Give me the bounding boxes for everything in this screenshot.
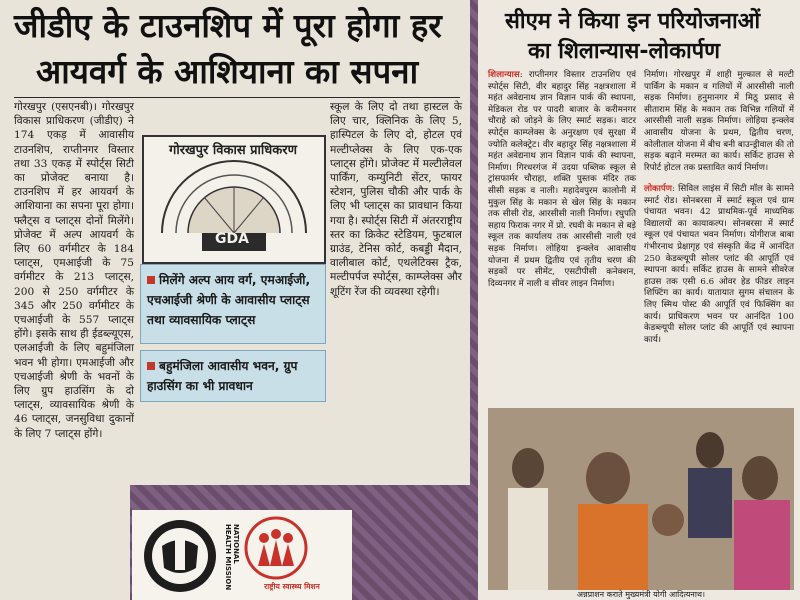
left-article-column-1: गोरखपुर (एसएनबी)। गोरखपुर विकास प्राधिकरण (जीडीए) ने 174 एकड़ में आवासीय टाउनशिप, राप्तीनगर विस्तार तथा 33 एकड़ में स्पोर्ट्स सिटी का प्रोजेक्ट बनाया है। टाउनशिप में हर आयवर्ग के आशियाना का सपना पूरा होगा। फ्लैट्स व प्लाट्स दोनों मिलेंगे। प्रोजेक्ट में अल्प आयवर्ग के लिए 60 वर्गमीटर के 184 प्लाट्स, एमआईजी के 75 वर्गमीटर के 213 प्लाट्स, 200 से 250 वर्गमीटर के 345 और 250 वर्गमीटर के एचआईजी के 557 प्लाट्स होंगे। इसके साथ ही ईडब्ल्यूएस, एलआईजी के लिए बहुमंजिला भवन भी होगा। एमआईजी और एचआईजी श्रेणी के भवनों के लिए ग्रुप हाउसिंग के दो प्लाट्स, व्यावसायिक श्रेणी के 46 प्लाट्स, जनसुविधा दुकानों के लिए 7 प्लाट्स होंगे। [14, 101, 134, 440]
photo-caption: अन्नप्राशन कराते मुख्यमंत्री योगी आदित्यनाथ। [488, 590, 794, 600]
photo-figures [488, 408, 794, 590]
right-article-column-2: निर्माण। गोरखपुर में शाही मुल्काल से मल्टी पार्किंग के मकान व गलियों में आरसीसी नाली सड़क निर्माण। हनुमानगर में मिठू प्रसाद से सीताराम सिंह के मकान तक विभिन्न गलियों में आरसीसी नाली सड़क निर्माण। लोहिया इन्क्लेव आवासीय योजना के प्रथम, द्वितीय चरण, कोलीताल योजना में बीच बनी बाउन्ड्रीवाल की तो सड़क बढ़ाने मरम्मत का कार्य। सर्किट हाउस से रिपोर्ट होटल तक प्रस्तावित कार्य निर्माण। [644, 70, 794, 173]
headline-rule [14, 97, 460, 98]
right-column-1-text: : राप्तीनगर विस्तार टाउनशिप एवं स्पोर्ट्स सिटी, वीर बहादुर सिंह नक्षत्रशाला में महंत अवेद्यनाथ ज्ञान विज्ञान पार्क की स्थापना, मेडिकल रोड पर पादरी बाजार के करीमनगर चौराहे को जोड़ने के लिए स्मार्ट सड़क। वाटर स्पोर्ट्स काम्प्लेक्स के अनुरक्षण एवं सुरक्षा में ज्योति कलेक्ट्रेट। वीर बहादुर सिंह नक्षत्रशाला में महंत अवेद्यनाथ ज्ञान विज्ञान पार्क की स्थापना, निर्माण। गिरधरगंज में उदया पब्लिक स्कूल से ट्रांसफार्मर चौराहा, शक्ति पुस्तक मंदिर तक सीसी सड़क व नाली। महादेवपुरम कालोनी में मुकुल सिंह के मकान से खेल सिंह के मकान तक सीसी रोड, आरसीसी नाली निर्माण। रघुपति सहाय फिराक नगर में प्रो. रघवी के मकान से बड़े स्कूल तक कार्यालय तक आरसीसी नाली एवं सड़क निर्माण। लोहिया इन्क्लेव आवासीय योजना में प्रथम द्वितीय एवं तृतीय चरण की सड़कों पर सीमेंट, एसटीपीसी कनेक्शन, दिव्यनगर में नाली व सीवर लाइन निर्माण। [488, 70, 636, 289]
gda-seal-text: गोरखपुर विकास प्राधिकरण [169, 143, 297, 158]
cm-event-photo [488, 408, 794, 590]
gda-abbr: GDA [215, 231, 249, 247]
nhm-subtext: राष्ट्रीय स्वास्थ्य मिशन [264, 582, 320, 591]
highlight-box-2 [140, 350, 326, 402]
right-headline-line2: का शिलान्यास-लोकार्पण [528, 39, 721, 64]
right-article-column-2b [644, 184, 794, 384]
up-govt-emblem-icon [140, 516, 220, 596]
nhm-text: NATIONAL HEALTH MISSION [224, 524, 240, 591]
right-article-column-1 [488, 70, 636, 425]
lokarpan-label: लोकार्पण [644, 184, 672, 194]
highlight-bullet-icon [147, 276, 155, 284]
highlight-text-1: मिलेंगे अल्प आय वर्ग, एमआईजी, एचआईजी श्रेणी के आवासीय प्लाट्स तथा व्यावसायिक प्लाट्स [147, 273, 311, 327]
ad-logos-panel [132, 510, 352, 600]
left-headline-line2: आयवर्ग के आशियाना का सपना [36, 52, 419, 91]
page-gutter [470, 0, 478, 600]
nhm-logo-icon [244, 516, 308, 580]
left-article-column-2-cont [330, 265, 462, 405]
left-article-column-2: स्कूल के लिए दो तथा हास्टल के लिए चार, क्लिनिक के लिए 5, हास्पिटल के लिए दो, होटल एवं मल्टीप्लेक्स के लिए एक-एक प्लाट्स होंगे। प्रोजेक्ट में मल्टीलेवल पार्किंग, कम्युनिटी सेंटर, फायर स्टेशन, पुलिस चौकी और पार्क के लिए भी प्लाट्स का प्रावधान किया गया है। स्पोर्ट्स सिटी में अंतरराष्ट्रीय स्तर का क्रिकेट स्टेडियम, फुटबाल ग्राउंड, टेनिस कोर्ट, कबड्डी मैदान, वालीबाल कोर्ट, एथलेटिक्स ट्रैक, मल्टीपर्पज स्पोर्ट्स, काम्प्लेक्स और शूटिंग रेंज की व्यवस्था रहेगी। [330, 101, 462, 298]
highlight-box-1 [140, 264, 326, 344]
highlight-bullet-icon [147, 362, 155, 370]
shilanyas-label: शिलान्यास [488, 70, 520, 80]
right-column-2b-text: : सिविल लाइंस में सिटी मॉल के सामने स्मार्ट रोड। सोनबरसा में स्मार्ट स्कूल एवं ग्राम पंचायत भवन। 42 प्राथमिक-पूर्व माध्यमिक विद्यालयों का कायाकल्प। सोनबरसा में स्मार्ट स्कूल एवं पंचायत भवन निर्माण। योगीराज बाबा गंभीरनाथ प्रेक्षागृह एवं संस्कृति केंद्र में आनंदित 250 केडब्ल्यूपी सोलर प्लांट की आपूर्ति एवं स्थापना कार्य। सर्किट हाउस के सामने सीवरेज हाउस तक एसी 6.6 ओवर हेड फीडर लाइन शिफ्टिंग का कार्य। यातायात सुगम संचालन के लिए स्मिथ पोस्ट की आपूर्ति एवं फिक्सिंग का कार्य। प्राधिकरण भवन पर आनंदित 100 केडब्ल्यूपी सोलर प्लांट की आपूर्ति एवं स्थापना कार्य। [644, 184, 794, 345]
right-headline-line1: सीएम ने किया इन परियोजनाओं [505, 9, 761, 34]
left-headline-line1: जीडीए के टाउनशिप में पूरा होगा हर [14, 6, 442, 45]
highlight-text-2: बहुमंजिला आवासीय भवन, ग्रुप हाउसिंग का भी प्रावधान [147, 359, 298, 393]
